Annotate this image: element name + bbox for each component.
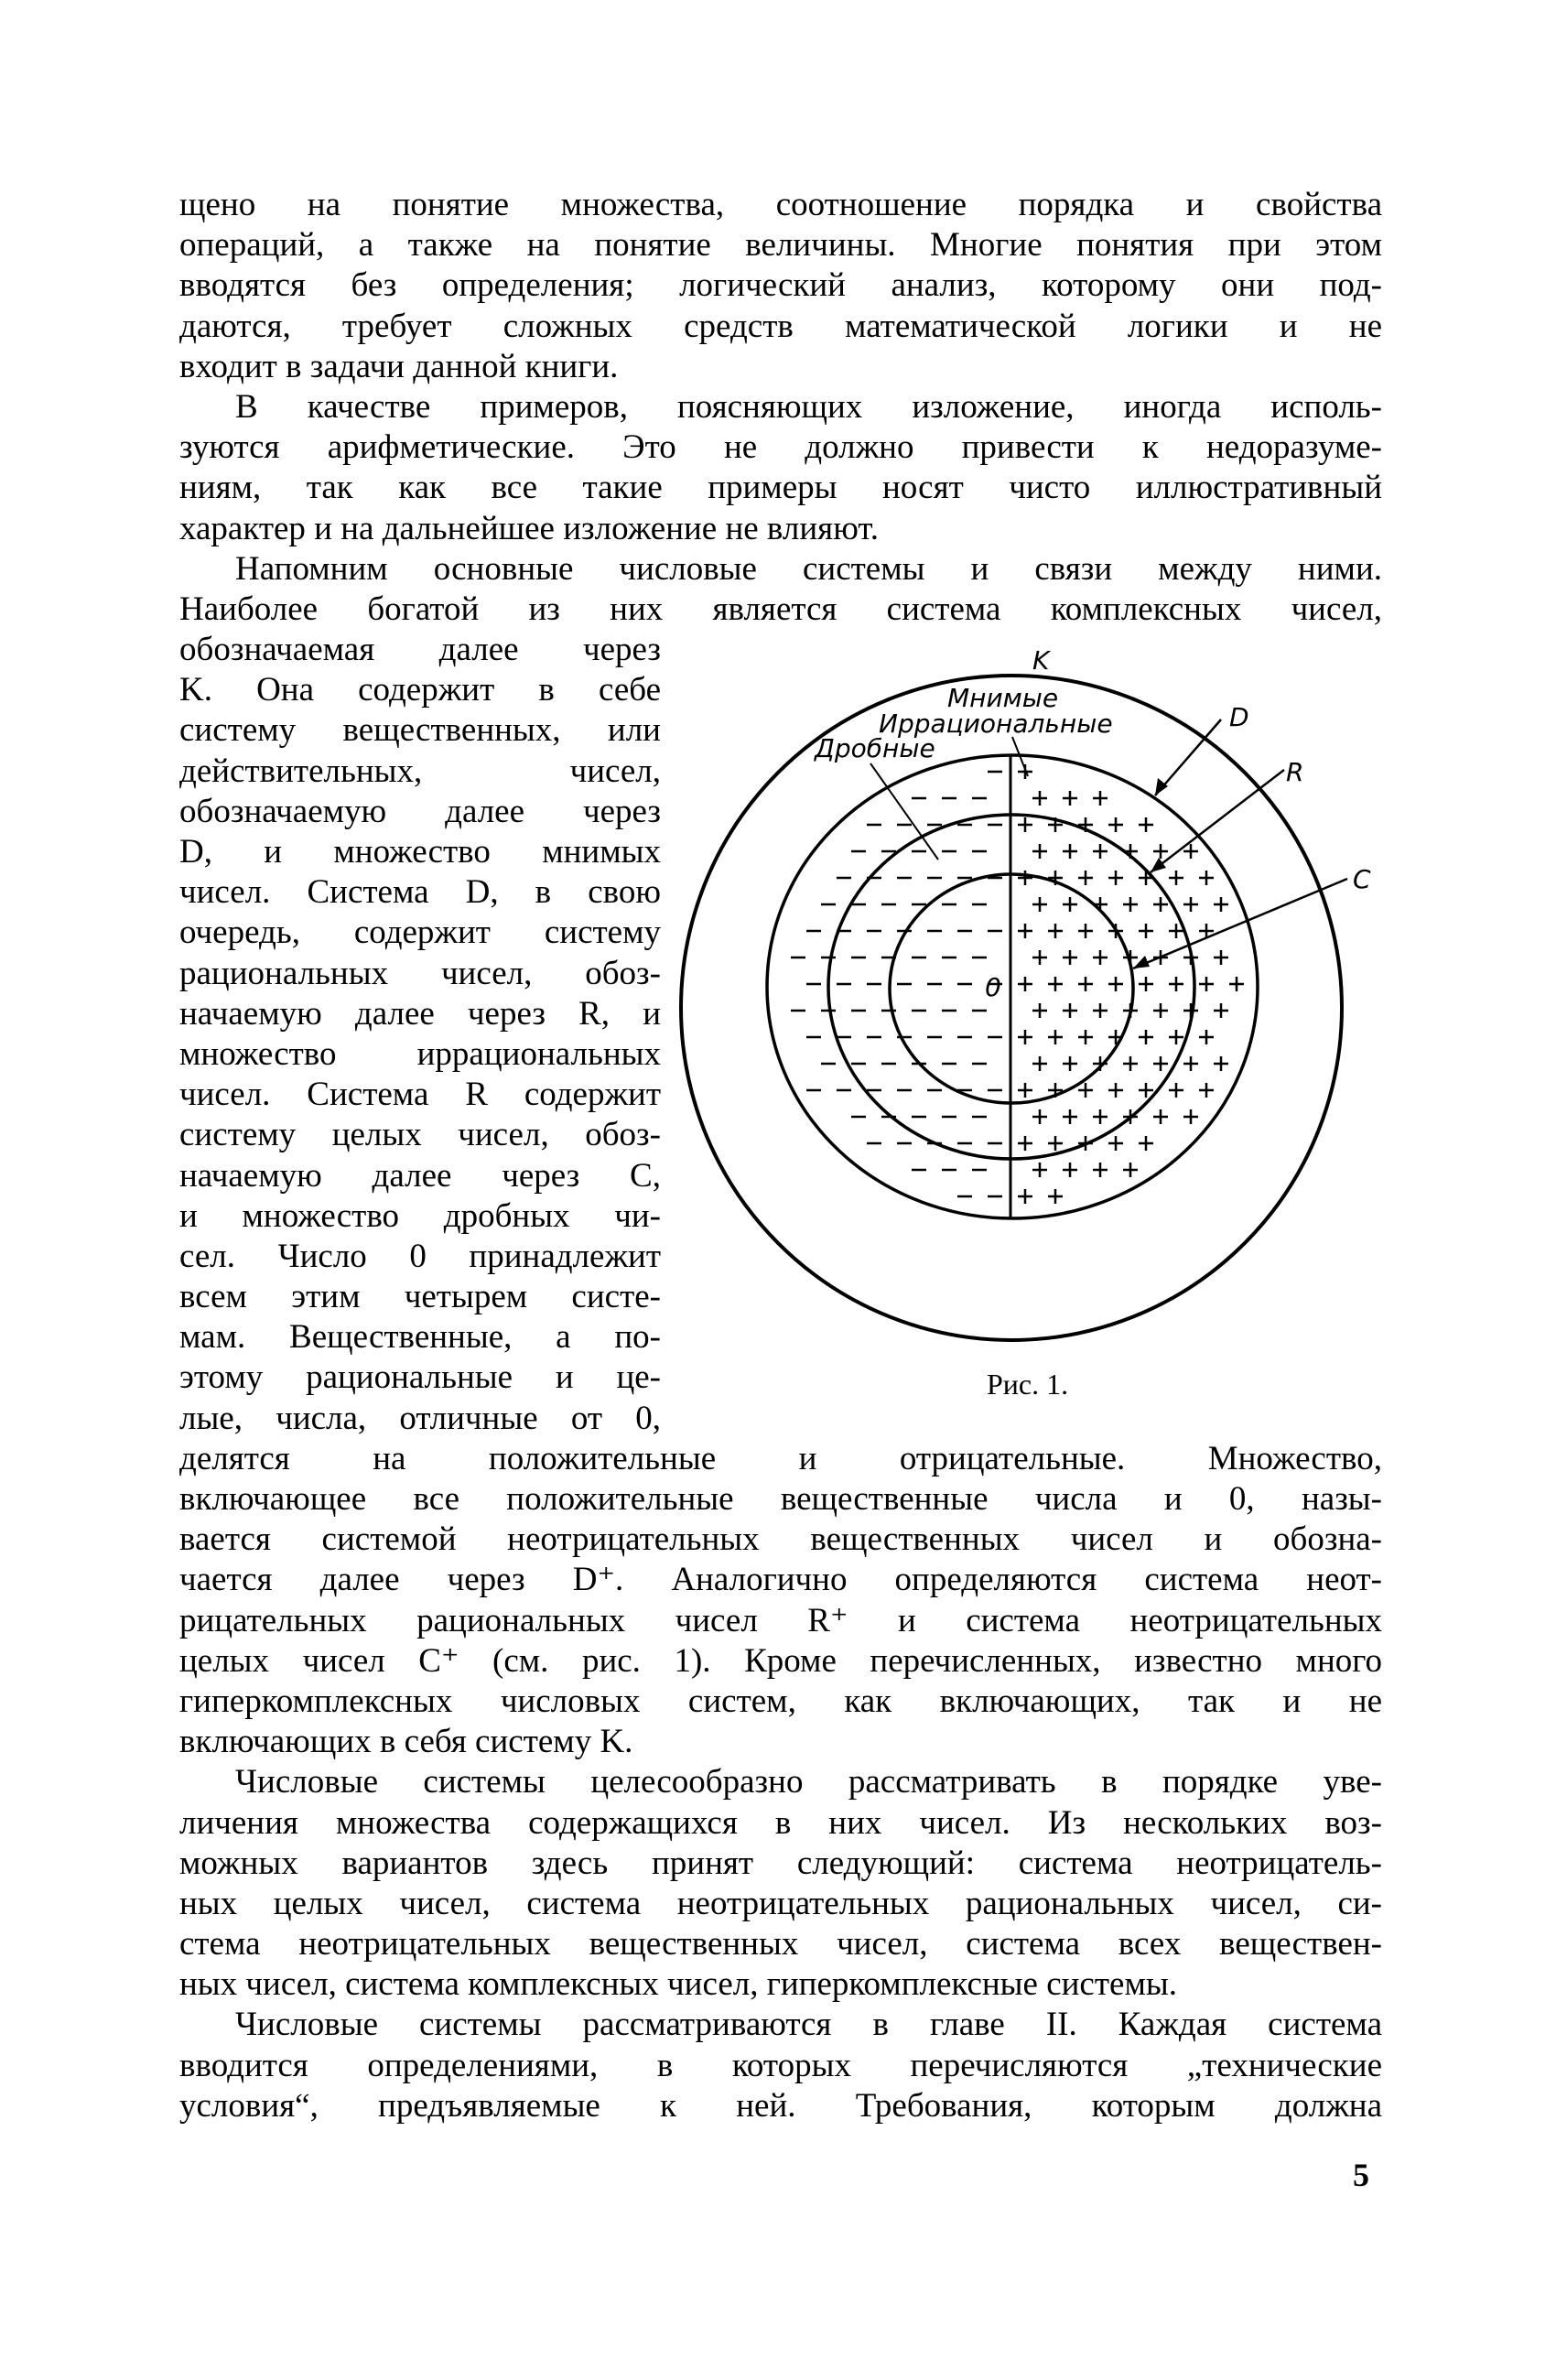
label-zero: 0 [985,972,1001,1002]
plus-sign [1063,1003,1077,1018]
plus-sign [1078,977,1093,991]
plus-sign [1063,791,1077,806]
plus-sign [1063,1163,1077,1177]
plus-sign [1032,844,1047,859]
text-line: действительных, чисел, [179,752,661,790]
plus-sign [1093,1163,1108,1177]
plus-sign [1032,1003,1047,1018]
text-line: начаемую далее через R, и [179,994,661,1033]
plus-sign [1153,1109,1168,1124]
plus-sign [1123,1056,1138,1071]
plus-sign [1018,871,1032,885]
text-line: Числовые системы рассматриваются в главе II. Каждая система [235,2006,1382,2044]
plus-sign [1063,950,1077,965]
plus-sign [1063,844,1077,859]
plus-sign [1108,871,1123,885]
plus-sign [1078,924,1093,938]
plus-sign [1093,1109,1108,1124]
plus-sign [1093,1003,1108,1018]
plus-sign [1093,791,1108,806]
text-line: целых чисел C⁺ (см. рис. 1). Кроме перечисленных, известно много [179,1641,1382,1680]
plus-sign [1048,1030,1063,1044]
label-irrational: Иррациональные [879,709,1113,739]
circle-d [767,755,1258,1218]
plus-sign [1214,950,1228,965]
plus-sign [1183,1109,1198,1124]
text-line: K. Она содержит в себе [179,671,661,709]
plus-sign [1018,1136,1032,1151]
plus-sign [1199,1030,1214,1044]
text-line: вводится определениями, в которых перечисляются „технические [179,2046,1382,2084]
text-line: зуются арифметические. Это не должно привести к недоразуме- [179,428,1382,467]
label-fractional: Дробные [815,733,935,763]
plus-sign [1018,1083,1032,1098]
plus-sign [1018,977,1032,991]
plus-sign [1139,924,1153,938]
text-line: обозначаемая далее через [179,631,661,669]
plus-sign [1153,1003,1168,1018]
text-line: лые, числа, отличные от 0, [179,1399,661,1437]
text-line: всем этим четырем систе- [179,1278,661,1316]
text-line: и множество дробных чи- [179,1196,661,1235]
plus-sign [1139,977,1153,991]
plus-sign [1108,1083,1123,1098]
text-line: сел. Число 0 принадлежит [179,1237,661,1275]
text-line: ниям, так как все такие примеры носят чисто иллюстративный [179,469,1382,507]
text-line: ных чисел, система комплексных чисел, гиперкомплексные системы. [179,1965,1177,2004]
plus-sign [1048,1189,1063,1204]
plus-sign [1032,1163,1047,1177]
plus-sign [1214,1003,1228,1018]
text-line: включающих в себя систему K. [179,1723,633,1761]
text-line: личения множества содержащихся в них чисел. Из нескольких воз- [179,1803,1382,1842]
plus-sign [1093,844,1108,859]
label-k: K [1032,645,1050,676]
text-line: стема неотрицательных вещественных чисел, система всех веществен- [179,1925,1382,1964]
plus-sign [1048,977,1063,991]
text-line: делятся на положительные и отрицательные. Множество, [179,1439,1382,1477]
text-line: В качестве примеров, поясняющих изложение, иногда исполь- [235,387,1382,426]
plus-sign [1153,897,1168,912]
plus-sign [1063,897,1077,912]
plus-sign [1169,977,1183,991]
text-line: чисел. Система R содержит [179,1076,661,1114]
text-line: систему вещественных, или [179,711,661,750]
plus-sign [1018,1030,1032,1044]
plus-sign [1199,871,1214,885]
text-line: чается далее через D⁺. Аналогично определяются система неот- [179,1561,1382,1599]
text-line: систему целых чисел, обоз- [179,1116,661,1154]
plus-sign [1078,1083,1093,1098]
plus-sign [1048,1136,1063,1151]
plus-sign [1032,1109,1047,1124]
text-line: рицательных рациональных чисел R⁺ и система неотрицательных [179,1601,1382,1639]
plus-sign [1032,897,1047,912]
plus-sign [1108,1136,1123,1151]
plus-sign [1199,977,1214,991]
plus-sign [1018,1189,1032,1204]
plus-sign [1139,817,1153,832]
figure-caption: Рис. 1. [987,1368,1069,1401]
text-line: условия“, предъявляемые к ней. Требования, которым должна [179,2086,1382,2125]
plus-sign [1153,1056,1168,1071]
plus-sign [1183,1056,1198,1071]
text-line: гиперкомплексных числовых систем, как включающих, так и не [179,1682,1382,1720]
text-line: включающее все положительные вещественные числа и 0, назы- [179,1480,1382,1518]
plus-sign [1139,1030,1153,1044]
text-line: характер и на дальнейшее изложение не влияют. [179,509,879,547]
text-line: чисел. Система D, в свою [179,873,661,912]
plus-sign [1169,1030,1183,1044]
plus-sign [1214,897,1228,912]
plus-sign [1032,950,1047,965]
plus-sign [1199,1083,1214,1098]
text-line: щено на понятие множества, соотношение порядка и свойства [179,186,1382,223]
plus-sign [1169,1083,1183,1098]
text-line: этому рациональные и це- [179,1358,661,1397]
plus-sign [1093,950,1108,965]
arrow-d [1155,719,1221,795]
plus-sign [1169,871,1183,885]
text-line: ных целых чисел, система неотрицательных рациональных чисел, си- [179,1884,1382,1922]
plus-sign [1123,897,1138,912]
plus-sign [1214,1056,1228,1071]
figure-marks [791,764,1244,1204]
plus-sign [1229,977,1244,991]
plus-sign [1063,1109,1077,1124]
text-line: вается системой неотрицательных вещественных чисел и обозна- [179,1520,1382,1559]
plus-sign [1078,871,1093,885]
plus-sign [1183,897,1198,912]
text-line: D, и множество мнимых [179,833,661,871]
page-number: 5 [1353,2157,1369,2193]
text-line: даются, требует сложных средств математической логики и не [179,307,1382,345]
plus-sign [1139,1136,1153,1151]
plus-sign [1018,817,1032,832]
plus-sign [1063,1056,1077,1071]
plus-sign [1032,1056,1047,1071]
text-line: Наиболее богатой из них является система комплексных чисел, [179,590,1382,628]
text-line: входит в задачи данной книги. [179,347,619,385]
text-line: множество иррациональных [179,1034,661,1073]
text-line: Числовые системы целесообразно рассматривать в порядке уве- [235,1763,1382,1801]
text-line: рациональных чисел, обоз- [179,954,661,992]
plus-sign [1078,1030,1093,1044]
plus-sign [1018,924,1032,938]
label-c: C [1353,864,1371,894]
text-line: Напомним основные числовые системы и связи между ними. [235,549,1382,588]
text-line: вводятся без определения; логический анализ, которому они под- [179,266,1382,305]
plus-sign [1153,844,1168,859]
plus-sign [1139,1083,1153,1098]
label-imaginary: Мнимые [947,683,1059,713]
plus-sign [1108,817,1123,832]
plus-sign [1032,791,1047,806]
text-line: обозначаемую далее через [179,792,661,830]
text-line: можных вариантов здесь принят следующий: система неотрицатель- [179,1844,1382,1882]
plus-sign [1123,1163,1138,1177]
label-d: D [1229,702,1249,732]
label-r: R [1286,757,1304,787]
text-line: начаемую далее через C, [179,1156,661,1195]
text-line: мам. Вещественные, а по- [179,1318,661,1357]
text-line: операций, а также на понятие величины. Многие понятия при этом [179,226,1382,265]
plus-sign [1048,924,1063,938]
text-line: очередь, содержит систему [179,914,661,952]
plus-sign [1108,977,1123,991]
